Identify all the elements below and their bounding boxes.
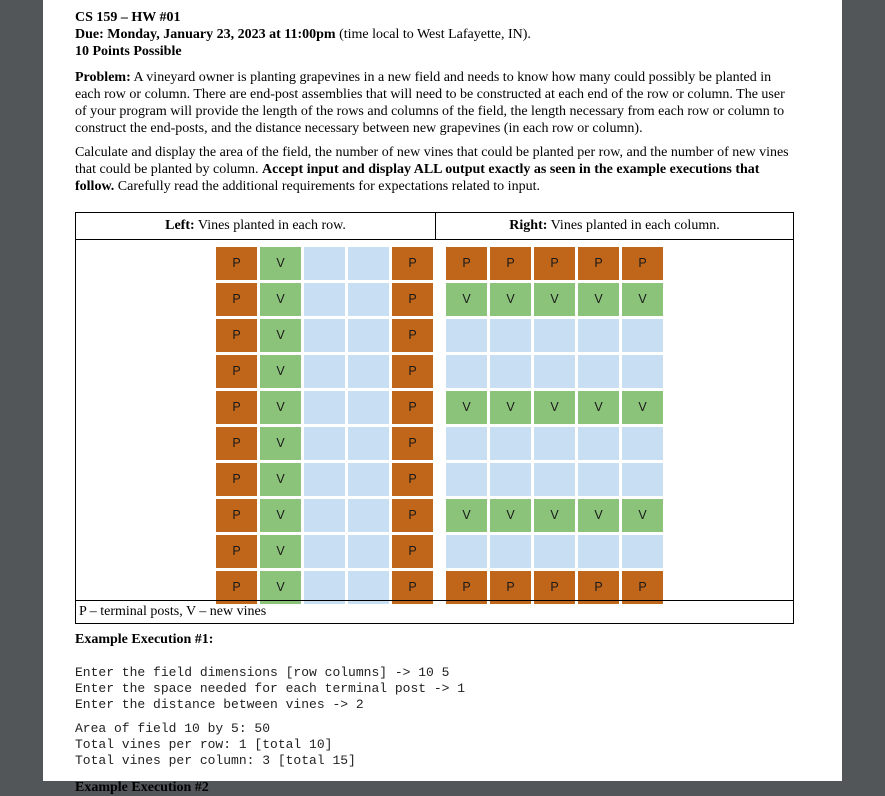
right-cell-empty xyxy=(446,355,487,388)
requirements-text: Calculate and display the area of the field, the number of new vines that could be planted per row, and the number of new vines that could be planted by column. xyxy=(75,145,789,177)
right-cell-post: P xyxy=(490,247,531,280)
requirements-bold: Accept input and display ALL output exactly as seen in the example executions that follow. xyxy=(75,162,760,194)
right-cell-empty xyxy=(622,463,663,496)
right-cell-empty xyxy=(534,355,575,388)
left-cell-empty xyxy=(304,499,345,532)
left-cell-empty xyxy=(348,391,389,424)
example-1-input: Enter the field dimensions [row columns] -> 10 5 Enter the space needed for each terminal post -> 1 Enter the distance between vines -> 2 xyxy=(75,665,466,712)
problem-text: A vineyard owner is planting grapevines in a new field and needs to know how many could possibly be planted in each row or column. There are end-post assemblies that will need to be constructed at each end of the row or column. The user of your program will provide the length of the rows and columns of the field, the length necessary from each row or column to construct the end-posts, and the distance necessary between new grapevines (in each row or column). xyxy=(75,70,785,136)
left-cell-vine: V xyxy=(260,319,301,352)
right-cell-empty xyxy=(578,427,619,460)
requirements-tail: Carefully read the additional requirements for expectations related to input. xyxy=(117,179,540,194)
right-cell-vine: V xyxy=(578,499,619,532)
left-cell-post: P xyxy=(216,571,257,604)
left-cell-post: P xyxy=(392,391,433,424)
right-cell-empty xyxy=(490,427,531,460)
example-1-output: Area of field 10 by 5: 50 Total vines per row: 1 [total 10] Total vines per column: 3 [total 15] xyxy=(75,721,356,768)
left-cell-post: P xyxy=(392,283,433,316)
right-cell-vine: V xyxy=(446,499,487,532)
right-cell-vine: V xyxy=(490,391,531,424)
right-cell-empty xyxy=(622,427,663,460)
left-cell-empty xyxy=(304,247,345,280)
right-cell-vine: V xyxy=(490,283,531,316)
left-cell-post: P xyxy=(392,427,433,460)
right-cell-vine: V xyxy=(534,391,575,424)
right-cell-empty xyxy=(446,463,487,496)
document-page xyxy=(43,0,842,795)
left-cell-vine: V xyxy=(260,283,301,316)
left-cell-post: P xyxy=(392,463,433,496)
left-cell-empty xyxy=(348,463,389,496)
left-cell-empty xyxy=(348,283,389,316)
left-cell-empty xyxy=(304,355,345,388)
left-cell-post: P xyxy=(216,319,257,352)
example-2-title: Example Execution #2 xyxy=(75,780,209,795)
right-cell-vine: V xyxy=(490,499,531,532)
left-cell-post: P xyxy=(392,571,433,604)
right-cell-empty xyxy=(578,319,619,352)
right-cell-vine: V xyxy=(446,283,487,316)
document-content xyxy=(75,9,795,795)
left-cell-empty xyxy=(348,535,389,568)
left-cell-post: P xyxy=(392,247,433,280)
figure-table xyxy=(75,212,794,624)
example-1-title: Example Execution #1: xyxy=(75,632,214,647)
right-cell-empty xyxy=(578,535,619,568)
right-cell-empty xyxy=(534,319,575,352)
right-cell-empty xyxy=(578,355,619,388)
course-title: CS 159 – HW #01 xyxy=(75,10,181,25)
due-label: Due: Monday, January 23, 2023 at 11:00pm xyxy=(75,27,336,42)
left-cell-empty xyxy=(304,283,345,316)
right-cell-post: P xyxy=(446,247,487,280)
due-note: (time local to West Lafayette, IN). xyxy=(339,27,531,42)
left-cell-empty xyxy=(304,391,345,424)
left-cell-vine: V xyxy=(260,463,301,496)
right-cell-empty xyxy=(622,355,663,388)
left-header-label: Left: xyxy=(165,218,195,233)
right-cell-post: P xyxy=(490,571,531,604)
problem-label: Problem: xyxy=(75,70,131,85)
right-cell-vine: V xyxy=(578,283,619,316)
left-cell-vine: V xyxy=(260,391,301,424)
right-cell-vine: V xyxy=(446,391,487,424)
left-cell-empty xyxy=(304,535,345,568)
right-cell-vine: V xyxy=(534,283,575,316)
right-cell-empty xyxy=(446,319,487,352)
right-header-text: Vines planted in each column. xyxy=(550,218,720,233)
right-header xyxy=(436,213,793,240)
right-cell-empty xyxy=(534,535,575,568)
left-cell-empty xyxy=(348,427,389,460)
right-header-label: Right: xyxy=(509,218,548,233)
left-cell-post: P xyxy=(216,355,257,388)
left-cell-post: P xyxy=(392,535,433,568)
right-cell-post: P xyxy=(622,247,663,280)
right-cell-empty xyxy=(622,319,663,352)
left-cell-empty xyxy=(304,319,345,352)
requirements-paragraph xyxy=(75,144,795,195)
right-cell-empty xyxy=(490,355,531,388)
left-cell-vine: V xyxy=(260,247,301,280)
left-cell-post: P xyxy=(216,499,257,532)
right-field-grid xyxy=(446,247,663,604)
right-cell-post: P xyxy=(578,247,619,280)
left-header-text: Vines planted in each row. xyxy=(197,218,346,233)
left-field-grid xyxy=(216,247,433,604)
right-cell-vine: V xyxy=(622,499,663,532)
left-cell-post: P xyxy=(392,499,433,532)
left-cell-vine: V xyxy=(260,571,301,604)
left-cell-empty xyxy=(304,427,345,460)
left-cell-vine: V xyxy=(260,427,301,460)
right-cell-empty xyxy=(446,535,487,568)
right-cell-vine: V xyxy=(622,391,663,424)
right-cell-vine: V xyxy=(578,391,619,424)
right-cell-post: P xyxy=(622,571,663,604)
left-cell-empty xyxy=(348,319,389,352)
left-header xyxy=(76,213,436,240)
right-cell-empty xyxy=(490,319,531,352)
left-cell-empty xyxy=(348,499,389,532)
right-cell-vine: V xyxy=(622,283,663,316)
right-cell-empty xyxy=(578,463,619,496)
left-cell-post: P xyxy=(216,391,257,424)
left-cell-empty xyxy=(348,247,389,280)
left-cell-vine: V xyxy=(260,499,301,532)
right-cell-empty xyxy=(446,427,487,460)
left-cell-post: P xyxy=(216,535,257,568)
left-cell-post: P xyxy=(392,319,433,352)
left-cell-empty xyxy=(348,355,389,388)
right-cell-empty xyxy=(490,535,531,568)
right-cell-post: P xyxy=(578,571,619,604)
left-cell-vine: V xyxy=(260,535,301,568)
figure-legend: P – terminal posts, V – new vines xyxy=(76,600,793,623)
left-cell-post: P xyxy=(216,463,257,496)
right-cell-post: P xyxy=(446,571,487,604)
points-possible: 10 Points Possible xyxy=(75,44,182,59)
right-cell-empty xyxy=(534,463,575,496)
left-cell-vine: V xyxy=(260,355,301,388)
problem-paragraph xyxy=(75,69,795,137)
left-cell-empty xyxy=(304,463,345,496)
left-cell-post: P xyxy=(392,355,433,388)
right-cell-post: P xyxy=(534,571,575,604)
left-cell-post: P xyxy=(216,247,257,280)
right-cell-post: P xyxy=(534,247,575,280)
right-cell-empty xyxy=(622,535,663,568)
left-cell-post: P xyxy=(216,427,257,460)
due-date xyxy=(75,26,795,43)
left-cell-post: P xyxy=(216,283,257,316)
right-cell-empty xyxy=(534,427,575,460)
right-cell-empty xyxy=(490,463,531,496)
right-cell-vine: V xyxy=(534,499,575,532)
